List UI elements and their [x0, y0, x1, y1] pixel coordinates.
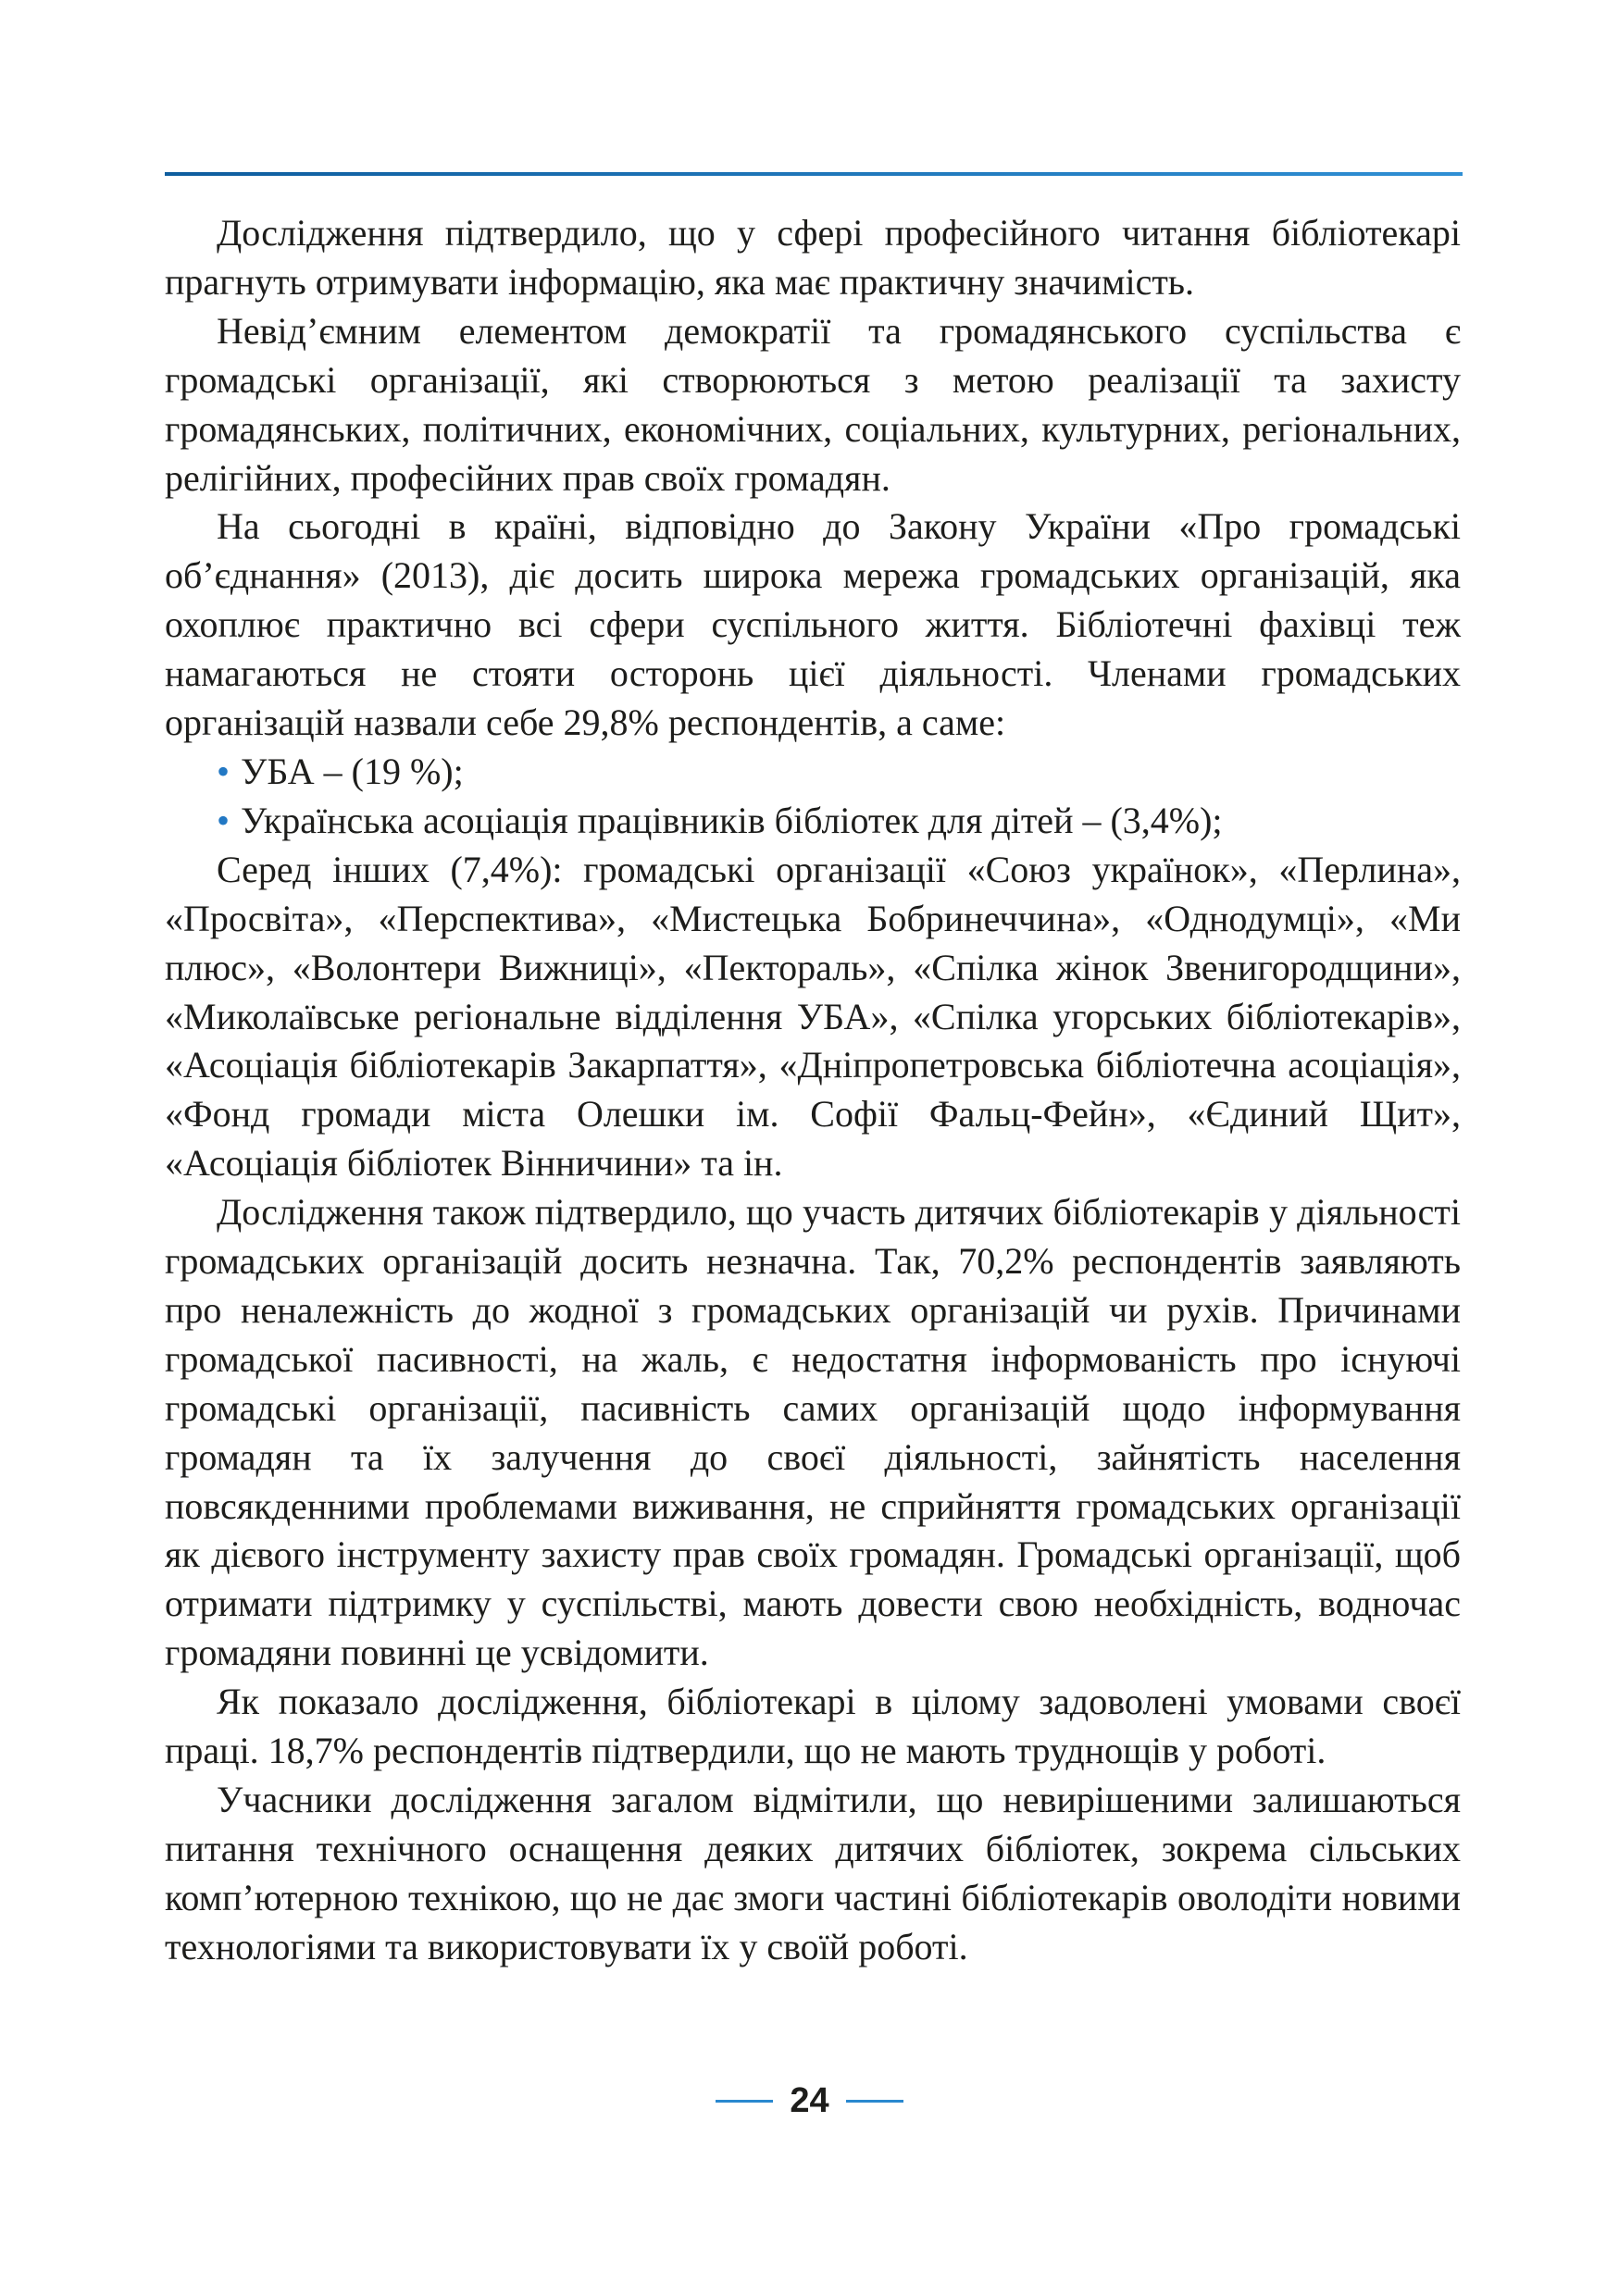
list-item-text: Українська асоціація працівників бібліотек для дітей – (3,4%);: [241, 799, 1223, 841]
header-rule: [165, 172, 1463, 176]
page-footer: [0, 2079, 1619, 2123]
paragraph: Дослідження також підтвердило, що участь дитячих бібліотекарів у діяльності громадських організацій досить незначна. Так, 70,2% респондентів заявляють про неналежність до жодної з громадських організацій чи рухів. Причинами громадської пасивності, на жаль, є недостатня інформованість про існуючі громадські організації, пасивність самих організацій щодо інформування громадян та їх залучення до своєї діяльності, зайнятість населення повсякденними проблемами виживання, не сприйняття громадських організації як дієвого інструменту захисту прав своїх громадян. Громадські організації, щоб отримати підтримку у суспільстві, мають довести свою необхідність, водночас громадяни повинні це усвідомити.: [165, 1191, 1461, 1674]
footer-line-right: [846, 2100, 903, 2103]
page-number: 24: [790, 2080, 829, 2120]
body-text: [165, 209, 1461, 1972]
bullet-icon: •: [217, 799, 230, 841]
paragraph: На сьогодні в країні, відповідно до Закону України «Про громадські об’єднання» (2013), діє досить широка мережа громадських організацій, яка охоплює практично всі сфери суспільного життя. Бібліотечні фахівці теж намагаються не стояти осторонь цієї діяльності. Членами громадських організацій назвали себе 29,8% респондентів, а саме:: [165, 505, 1461, 744]
list-item-text: УБА – (19 %);: [241, 750, 464, 792]
paragraph: Серед інших (7,4%): громадські організації «Союз українок», «Перлина», «Просвіта», «Перспектива», «Мистецька Бобринеччина», «Однодумці», «Ми плюс», «Волонтери Вижниці», «Пектораль», «Спілка жінок Звенигородщини», «Миколаївське регіональне відділення УБА», «Спілка угорських бібліотекарів», «Асоціація бібліотекарів Закарпаття», «Дніпропетровська бібліотечна асоціація», «Фонд громади міста Олешки ім. Софії Фальц-Фейн», «Єдиний Щит», «Асоціація бібліотек Вінничини» та ін.: [165, 848, 1461, 1185]
footer-line-left: [716, 2100, 773, 2103]
paragraph: Учасники дослідження загалом відмітили, що невирішеними залишаються питання технічного оснащення деяких дитячих бібліотек, зокрема сільських комп’ютерною технікою, що не дає змоги частині бібліотекарів оволодіти новими технологіями та використовувати їх у своїй роботі.: [165, 1779, 1461, 1967]
list-item: [165, 797, 1461, 846]
paragraph: Невід’ємним елементом демократії та громадянського суспільства є громадські організації, які створюються з метою реалізації та захисту громадянських, політичних, економічних, соціальних, культурних, регіональних, релігійних, професійних прав своїх громадян.: [165, 309, 1461, 499]
paragraph: Як показало дослідження, бібліотекарі в цілому задоволені умовами своєї праці. 18,7% респондентів підтвердили, що не мають труднощів у роботі.: [165, 1681, 1461, 1772]
paragraph: Дослідження підтвердило, що у сфері професійного читання бібліотекарі прагнуть отримувати інформацію, яка має практичну значимість.: [165, 212, 1461, 303]
list-item: [165, 748, 1461, 797]
bullet-icon: •: [217, 750, 230, 792]
